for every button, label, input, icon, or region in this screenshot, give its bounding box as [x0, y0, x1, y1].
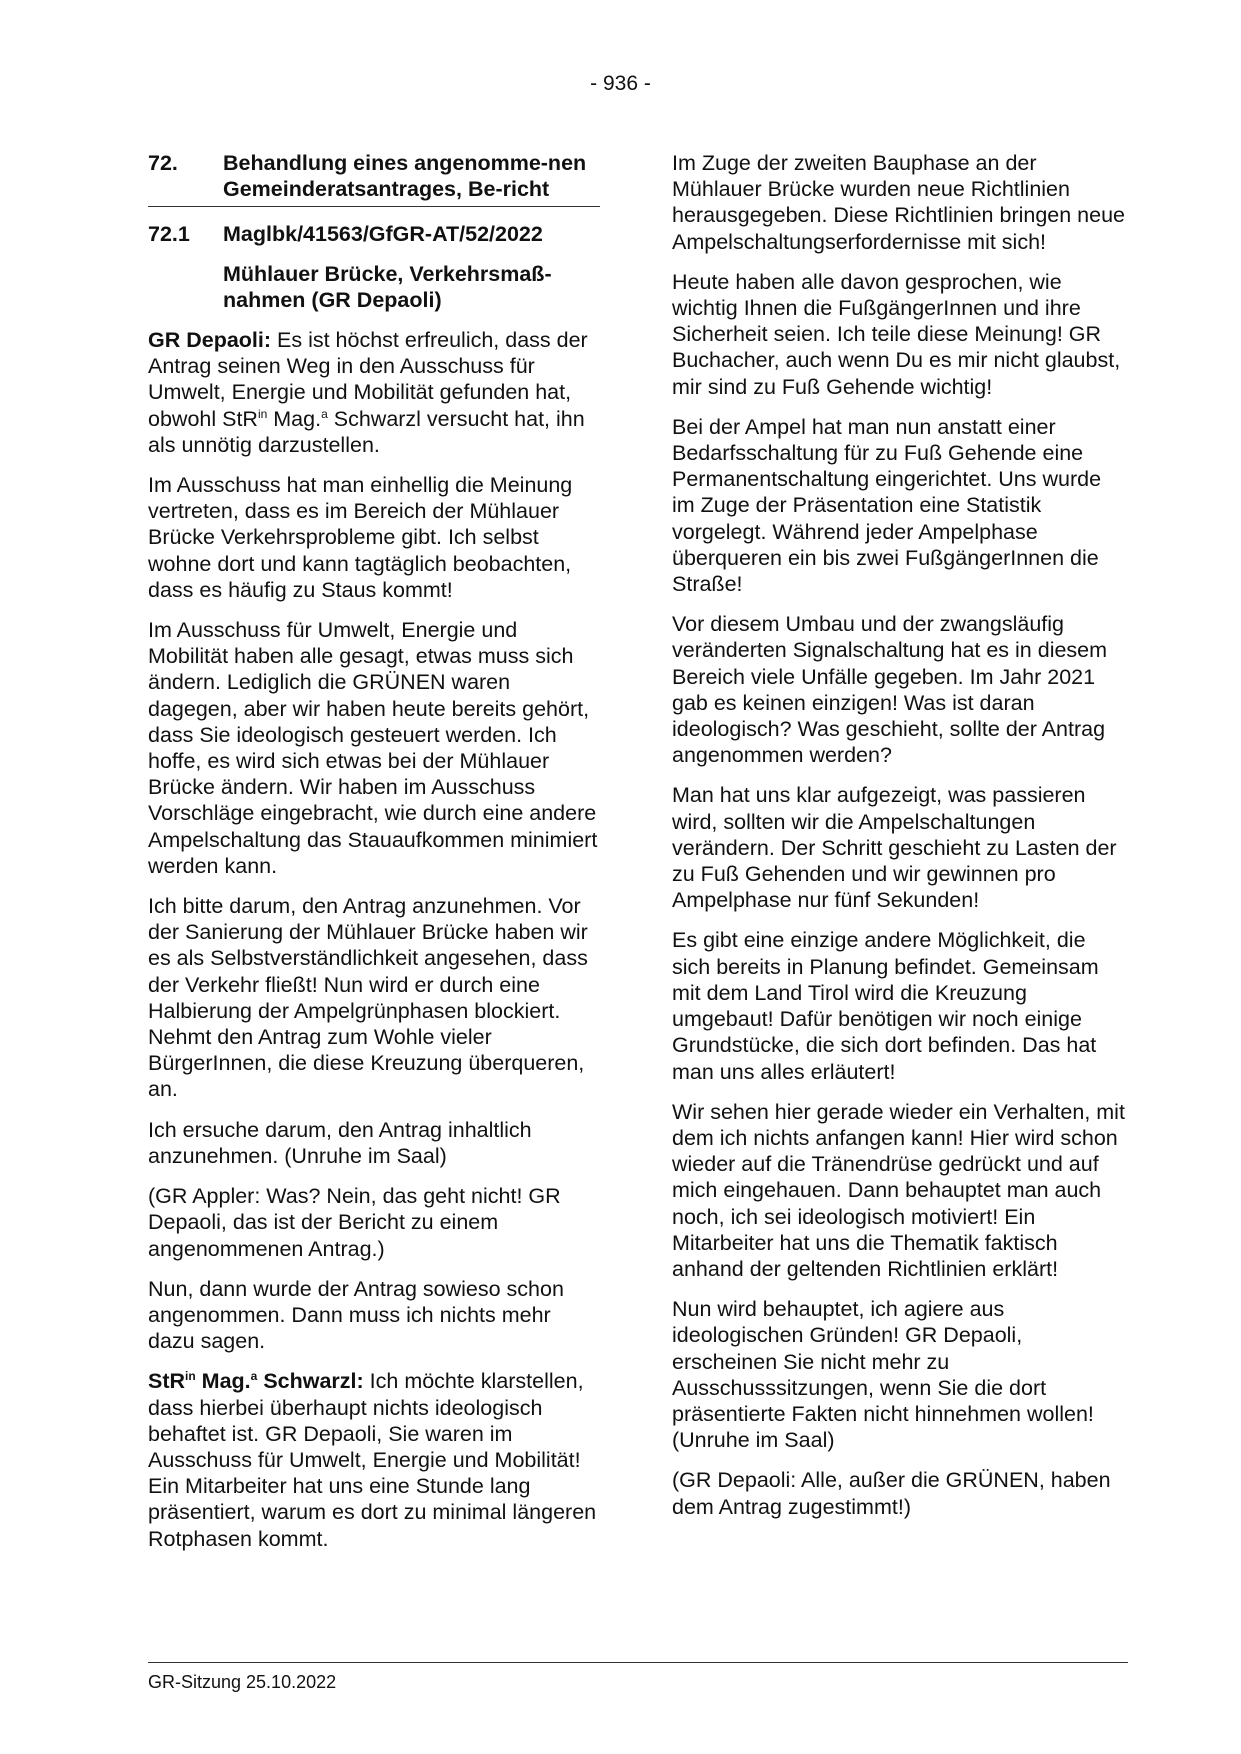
paragraph: Es gibt eine einzige andere Möglichkeit, die sich bereits in Planung befindet. Gemeinsam mit dem Land Tirol wird die Kreuzung umgebaut! Dafür benötigen wir noch einige Grundstücke, die sich dort befinden. Das hat man uns alles erläutert!	[672, 928, 1099, 1084]
paragraph-text: Ich möchte klarstellen, dass hierbei überhaupt nichts ideologisch behaftet ist. GR Depaoli, Sie waren im Ausschuss für Umwelt, Energie und Mobilität! Ein Mitarbeiter hat uns eine Stunde lang präsentiert, warum es dort zu minimal längeren Rotphasen kommt.	[148, 1369, 597, 1551]
subsection-subject-text: Mühlauer Brücke, Verkehrsmaß-nahmen (GR Depaoli)	[223, 262, 552, 312]
superscript: a	[250, 1369, 258, 1384]
paragraph: Im Ausschuss hat man einhellig die Meinung vertreten, dass es im Bereich der Mühlauer Brücke Verkehrsprobleme gibt. Ich selbst wohne dort und kann tagtäglich beobachten, dass es häufig zu Staus kommt!	[148, 473, 573, 602]
paragraph-text: Schwarzl versucht hat, ihn als unnötig darzustellen.	[148, 406, 585, 457]
paragraph-text: Es ist höchst erfreulich, dass der Antrag seinen Weg in den Ausschuss für Umwelt, Energie und Mobilität gefunden hat, obwohl StR	[148, 328, 588, 431]
superscript: a	[321, 406, 328, 421]
superscript: in	[185, 1369, 196, 1384]
speaker-name-part: Schwarzl:	[257, 1369, 364, 1394]
paragraph	[148, 1368, 600, 1551]
paragraph: (GR Depaoli: Alle, außer die GRÜNEN, haben dem Antrag zugestimmt!)	[672, 1468, 1111, 1519]
paragraph: Wir sehen hier gerade wieder ein Verhalten, mit dem ich nichts anfangen kann! Hier wird schon wieder auf die Tränendrüse gedrückt und auf mich eingehauen. Dann behauptet man auch noch, ich sei ideologisch motiviert! Ein Mitarbeiter hat uns die Thematik faktisch anhand der geltenden Richtlinien erklärt!	[672, 1099, 1125, 1281]
paragraph: Nun wird behauptet, ich agiere aus ideologischen Gründen! GR Depaoli, erscheinen Sie nicht mehr zu Ausschusssitzungen, wenn Sie die dort präsentierte Fakten nicht hinnehmen wollen! (Unruhe im Saal)	[672, 1297, 1094, 1453]
subsection-heading	[148, 221, 600, 247]
section-number: 72.	[148, 151, 178, 175]
paragraph: Bei der Ampel hat man nun anstatt einer Bedarfsschaltung für zu Fuß Gehende eine Permanentschaltung eingerichtet. Uns wurde im Zuge der Präsentation eine Statistik vorgelegt. Während jeder Ampelphase überqueren ein bis zwei FußgängerInnen die Straße!	[672, 414, 1102, 597]
paragraph-text: Mag.	[267, 406, 322, 431]
paragraph: Nun, dann wurde der Antrag sowieso schon angenommen. Dann muss ich nichts mehr dazu sagen.	[148, 1276, 564, 1354]
subsection-number: 72.1	[148, 222, 190, 246]
section-title: Behandlung eines angenomme-nen Gemeinderatsantrages, Be-richt	[223, 151, 587, 201]
paragraph: Man hat uns klar aufgezeigt, was passieren wird, sollten wir die Ampelschaltungen verändern. Der Schritt geschieht zu Lasten der zu Fuß Gehenden und wir gewinnen pro Ampelphase nur fünf Sekunden!	[672, 783, 1117, 913]
footer-text: GR-Sitzung 25.10.2022	[148, 1672, 337, 1692]
page-number: - 936 -	[590, 72, 651, 95]
paragraph	[148, 327, 600, 458]
superscript: in	[257, 406, 268, 421]
footer-divider	[148, 1662, 1128, 1663]
paragraph: Heute haben alle davon gesprochen, wie wichtig Ihnen die FußgängerInnen und ihre Sicherheit seien. Ich teile diese Meinung! GR Buchacher, auch wenn Du es mir nicht glaubst, mir sind zu Fuß Gehende wichtig!	[672, 269, 1121, 399]
paragraph: Ich bitte darum, den Antrag anzunehmen. Vor der Sanierung der Mühlauer Brücke haben wir es als Selbstverständlichkeit angesehen, dass der Verkehr fließt! Nun wird er durch eine Halbierung der Ampelgrünphasen blockiert. Nehmt den Antrag zum Wohle vieler BürgerInnen, die diese Kreuzung überqueren, an.	[148, 894, 588, 1102]
right-column	[672, 150, 1128, 1534]
speaker-name-part: StR	[148, 1369, 186, 1394]
speaker-name-part: Mag.	[195, 1369, 251, 1394]
speaker-name: GR Depaoli:	[148, 328, 272, 352]
paragraph: Im Ausschuss für Umwelt, Energie und Mobilität haben alle gesagt, etwas muss sich ändern. Lediglich die GRÜNEN waren dagegen, aber wir haben heute bereits gehört, dass Sie ideologisch gesteuert werden. Ich hoffe, es wird sich etwas bei der Mühlauer Brücke ändern. Wir haben im Ausschuss Vorschläge eingebracht, wie durch eine andere Ampelschaltung das Stauaufkommen minimiert werden kann.	[148, 618, 598, 878]
subsection-reference: Maglbk/41563/GfGR-AT/52/2022	[223, 222, 543, 246]
paragraph: Ich ersuche darum, den Antrag inhaltlich anzunehmen. (Unruhe im Saal)	[148, 1117, 532, 1168]
paragraph: (GR Appler: Was? Nein, das geht nicht! GR Depaoli, das ist der Bericht zu einem angenommenen Antrag.)	[148, 1184, 561, 1261]
paragraph: Im Zuge der zweiten Bauphase an der Mühlauer Brücke wurden neue Richtlinien herausgegeben. Diese Richtlinien bringen neue Ampelschaltungserfordernisse mit sich!	[672, 151, 1126, 254]
paragraph: Vor diesem Umbau und der zwangsläufig veränderten Signalschaltung hat es in diesem Bereich viele Unfälle gegeben. Im Jahr 2021 gab es keinen einzigen! Was ist daran ideologisch? Was geschieht, sollte der Antrag angenommen werden?	[672, 612, 1108, 768]
speaker-name	[148, 1369, 364, 1393]
section-heading	[148, 150, 600, 207]
subsection-subject	[148, 261, 600, 313]
left-column	[148, 150, 600, 1566]
